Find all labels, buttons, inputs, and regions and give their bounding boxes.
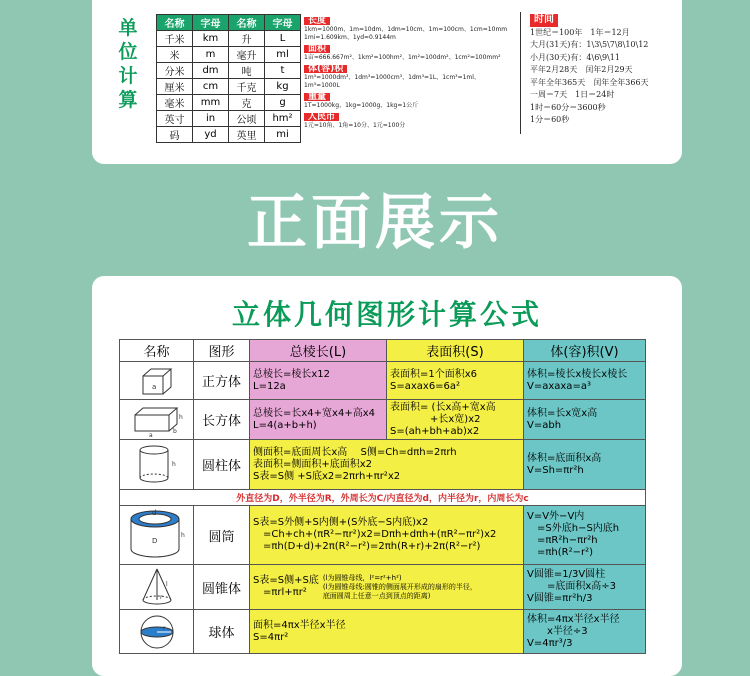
tube-note: 外直径为D，外半径为R，外周长为C/内直径为d，内半径为r，内周长为c [120,490,646,506]
rmb-title: 人民币 [304,113,339,121]
cube-surface: 表面积=1个面积x6 S=axax6=6a² [387,362,524,400]
length-text: 1mi=1.609km、1yd=0.9144m [304,34,396,41]
units-cell: hm² [265,111,301,127]
table-row [157,127,301,143]
cube-volume: 体积=棱长x棱长x棱长 V=axaxa=a³ [524,362,646,400]
cone-name: 圆锥体 [194,565,250,610]
cube-figure [120,362,194,400]
tube-name: 圆筒 [194,506,250,565]
units-header: 字母 [193,15,229,31]
formula-header-row [120,340,646,362]
units-cell: m [193,47,229,63]
sphere-surface: 面积=4πx半径x半径 S=4πr² [250,610,524,654]
time-line: 一周＝7天 1日＝24时 [530,90,615,99]
cone-figure [120,565,194,610]
time-line: 平年2月28天 闰年2月29天 [530,65,633,74]
units-cell: 厘米 [157,79,193,95]
units-table-header [157,15,301,31]
figure-label: l [165,581,168,588]
figure-label: b [172,427,177,435]
units-cell: 毫升 [229,47,265,63]
units-cell: dm [193,63,229,79]
table-row [120,490,646,506]
cone-surface-formula: S表=S侧+S底 =πrl+πr² [253,575,319,598]
units-vertical-title: 单位计算 [118,17,138,111]
sphere-figure [120,610,194,654]
cuboid-edge: 总棱长=长x4+宽x4+高x4 L=4(a+b+h) [250,400,387,440]
units-table [156,14,301,143]
sphere-name: 球体 [194,610,250,654]
length-title: 长度 [304,17,330,25]
units-cell: yd [193,127,229,143]
cone-note: (l为圆锥母线:圆锥的侧面展开形成的扇形的半径， 底面圆周上任意一点到顶点的距离) [322,582,477,600]
table-row [120,565,646,610]
units-cell: 千米 [157,31,193,47]
table-row [120,610,646,654]
figure-label: a [151,382,156,391]
figure-label: h [180,532,185,539]
units-cell: cm [193,79,229,95]
figure-label: a [148,431,153,437]
units-cell: 吨 [229,63,265,79]
figure-label: r [162,624,165,632]
figure-label: h [178,413,183,421]
cuboid-name: 长方体 [194,400,250,440]
table-row [157,31,301,47]
tube-volume: V=V外−V内 =S外底h−S内底h =πR²h−πr²h =πh(R²−r²) [524,506,646,565]
units-cell: mi [265,127,301,143]
volume-title: 体(容)积 [304,65,347,73]
table-row [157,79,301,95]
cuboid-surface: 表面积= (长x高+宽x高 +长x宽)x2 S=(ah+bh+ab)x2 [387,400,524,440]
units-cell: t [265,63,301,79]
length-text: 1km=1000m、1m=10dm、1dm=10cm、1m=100cm、1cm=10mm [304,26,508,33]
units-cell: 毫米 [157,95,193,111]
units-header: 字母 [265,15,301,31]
cylinder-figure [120,440,194,490]
units-cell: 英里 [229,127,265,143]
units-card [92,0,682,164]
time-line: 小月(30天)有：4\6\9\11 [530,52,620,62]
figure-label: D [151,537,157,545]
time-line: 大月(31天)有：1\3\5\7\8\10\12 [530,40,649,49]
volume-text: 1m³=1000L [304,82,340,89]
units-cell: 英寸 [157,111,193,127]
table-row [157,47,301,63]
units-cell: 升 [229,31,265,47]
table-row [120,440,646,490]
cube-edge: 总棱长=棱长x12 L=12a [250,362,387,400]
conversion-column [304,14,522,130]
table-row [120,362,646,400]
units-cell: 克 [229,95,265,111]
units-cell: in [193,111,229,127]
formula-table [119,339,646,654]
cuboid-volume: 体积=长x宽x高 V=abh [524,400,646,440]
figure-label: h [171,460,176,468]
units-cell: L [265,31,301,47]
weight-title: 重量 [304,93,330,101]
time-line: 1世纪＝100年 1年＝12月 [530,27,630,37]
formula-title: 立体几何图形计算公式 [231,298,542,331]
front-display-heading: 正面展示 [247,188,503,258]
figure-label: d [151,509,156,517]
time-line: 平年全年365天 闰年全年366天 [530,77,649,87]
cylinder-name: 圆柱体 [194,440,250,490]
header-figure: 图形 [194,340,250,362]
units-cell: 千克 [229,79,265,95]
header-name: 名称 [120,340,194,362]
header-volume: 体(容)积(V) [524,340,646,362]
time-line: 1分＝60秒 [530,115,570,124]
table-row [157,111,301,127]
tube-figure [120,506,194,565]
units-cell: 码 [157,127,193,143]
table-row [120,506,646,565]
time-line: 1时＝60分＝3600秒 [530,102,606,112]
divider [520,12,521,134]
rmb-text: 1元=10角、1角=10分、1元=100分 [304,122,406,129]
units-cell: 公顷 [229,111,265,127]
table-row [157,95,301,111]
units-header: 名称 [229,15,265,31]
time-title: 时间 [530,14,558,27]
sphere-volume: 体积=4πx半径x半径 x半径÷3 V=4πr³/3 [524,610,646,654]
area-text: 1亩≈666.667m²、1km²=100hm²、1m²=100dm²、1cm²=100mm² [304,54,501,61]
formula-card [92,276,682,676]
cuboid-figure [120,400,194,440]
units-cell: 分米 [157,63,193,79]
units-cell: mm [193,95,229,111]
cylinder-volume: 体积=底面积x高 V=Sh=πr²h [524,440,646,490]
units-cell: km [193,31,229,47]
figure-label: r [159,594,162,601]
units-header: 名称 [157,15,193,31]
cube-name: 正方体 [194,362,250,400]
units-cell: kg [265,79,301,95]
table-row [120,400,646,440]
units-cell: g [265,95,301,111]
cone-volume: V圆锥=1/3V圆柱 =底面积x高÷3 V圆锥=πr²h/3 [524,565,646,610]
header-surface: 表面积(S) [387,340,524,362]
weight-text: 1T=1000kg、1kg=1000g、1kg=1公斤 [304,102,419,109]
time-column [530,14,680,127]
area-title: 面积 [304,45,330,53]
table-row [157,63,301,79]
tube-surface: S表=S外侧+S内侧+(S外底−S内底)x2 =Ch+ch+(πR²−πr²)x2=Dπh+dπh+(πR²−πr²)x2 =πh(D+d)+2π(R²−r²)=2πh(R+r)+2π(R²−r²) [250,506,524,565]
cone-note: (l为圆锥母线，l²=r²+h²) [322,573,402,582]
volume-text: 1m³=1000dm³、1dm³=1000cm³、1dm³=1L、1cm³=1ml、 [304,74,480,81]
units-cell: 米 [157,47,193,63]
cylinder-surface: 侧面积=底面周长x高 S侧=Ch=dπh=2πrh 表面积=侧面积+底面积x2 S表=S侧 +S底x2=2πrh+πr²x2 [250,440,524,490]
header-edge: 总棱长(L) [250,340,387,362]
units-cell: ml [265,47,301,63]
cone-surface [250,565,524,610]
